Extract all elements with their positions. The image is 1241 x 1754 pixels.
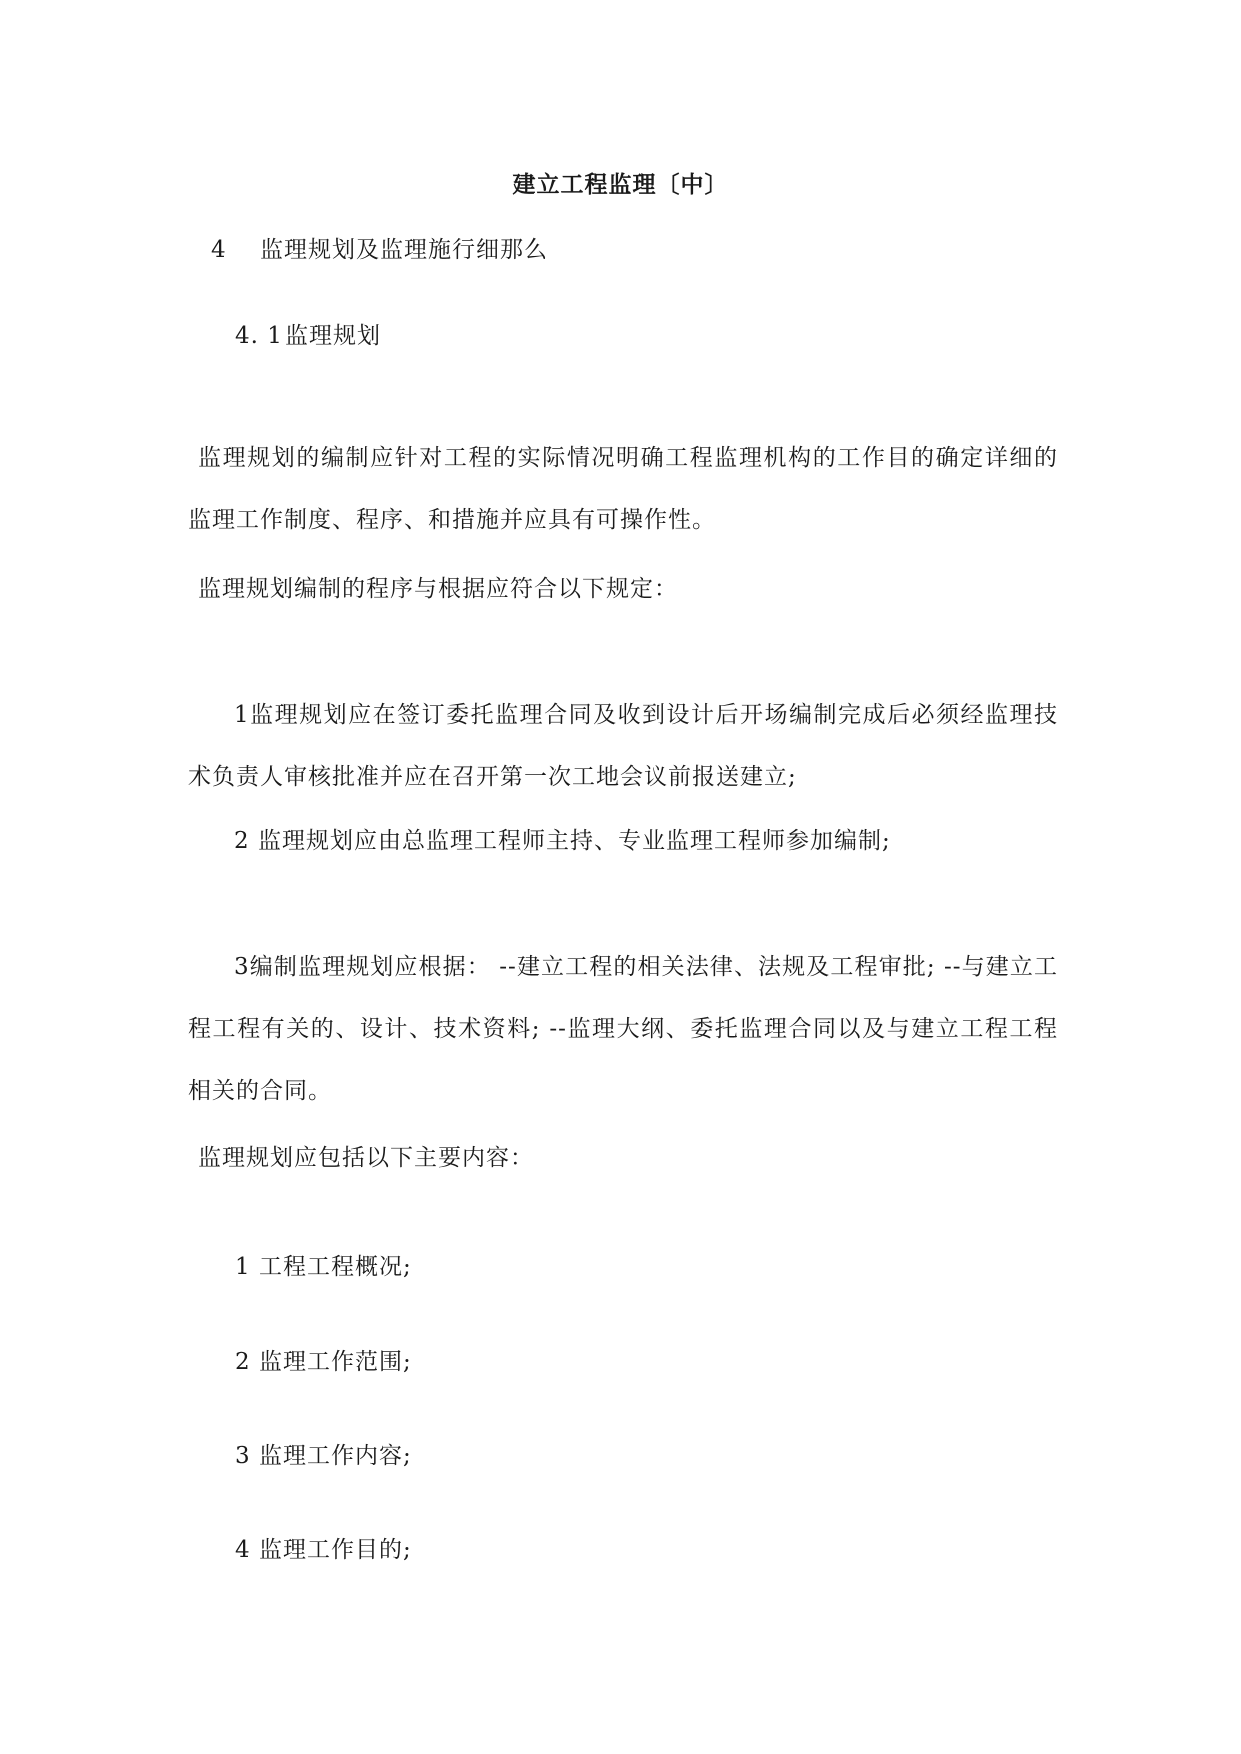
section-heading: 监理规划及监理施行细那么 [260, 237, 548, 263]
paragraph-plan-procedure-intro: 监理规划编制的程序与根据应符合以下规定： [198, 576, 678, 602]
paragraph-procedure-item-3: 3编制监理规划应根据： --建立工程的相关法律、法规及工程审批; --与建立工程工程有关的、设计、技术资料; --监理大纲、委托监理合同以及与建立工程工程相关的合同。 [188, 954, 1058, 1104]
paragraph-plan-requirements: 监理规划的编制应针对工程的实际情况明确工程监理机构的工作目的确定详细的监理工作制度、程序、和措施并应具有可操作性。 [188, 445, 1058, 533]
contents-list-item: 1 工程工程概况; [235, 1254, 412, 1280]
section-number: 4 [211, 237, 227, 263]
contents-list-item: 2 监理工作范围; [235, 1349, 412, 1375]
paragraph-procedure-item-2: 2 监理规划应由总监理工程师主持、专业监理工程师参加编制; [234, 828, 891, 854]
contents-list-item: 3 监理工作内容; [235, 1443, 412, 1469]
document-title: 建立工程监理〔中〕 [512, 171, 729, 198]
subsection-heading: 监理规划 [285, 323, 381, 349]
paragraph-procedure-item-1: 1监理规划应在签订委托监理合同及收到设计后开场编制完成后必须经监理技术负责人审核批准并应在召开第一次工地会议前报送建立; [188, 702, 1058, 790]
subsection-number: 4. 1 [235, 323, 283, 349]
paragraph-contents-intro: 监理规划应包括以下主要内容： [198, 1145, 534, 1171]
contents-list-item: 4 监理工作目的; [235, 1537, 412, 1563]
